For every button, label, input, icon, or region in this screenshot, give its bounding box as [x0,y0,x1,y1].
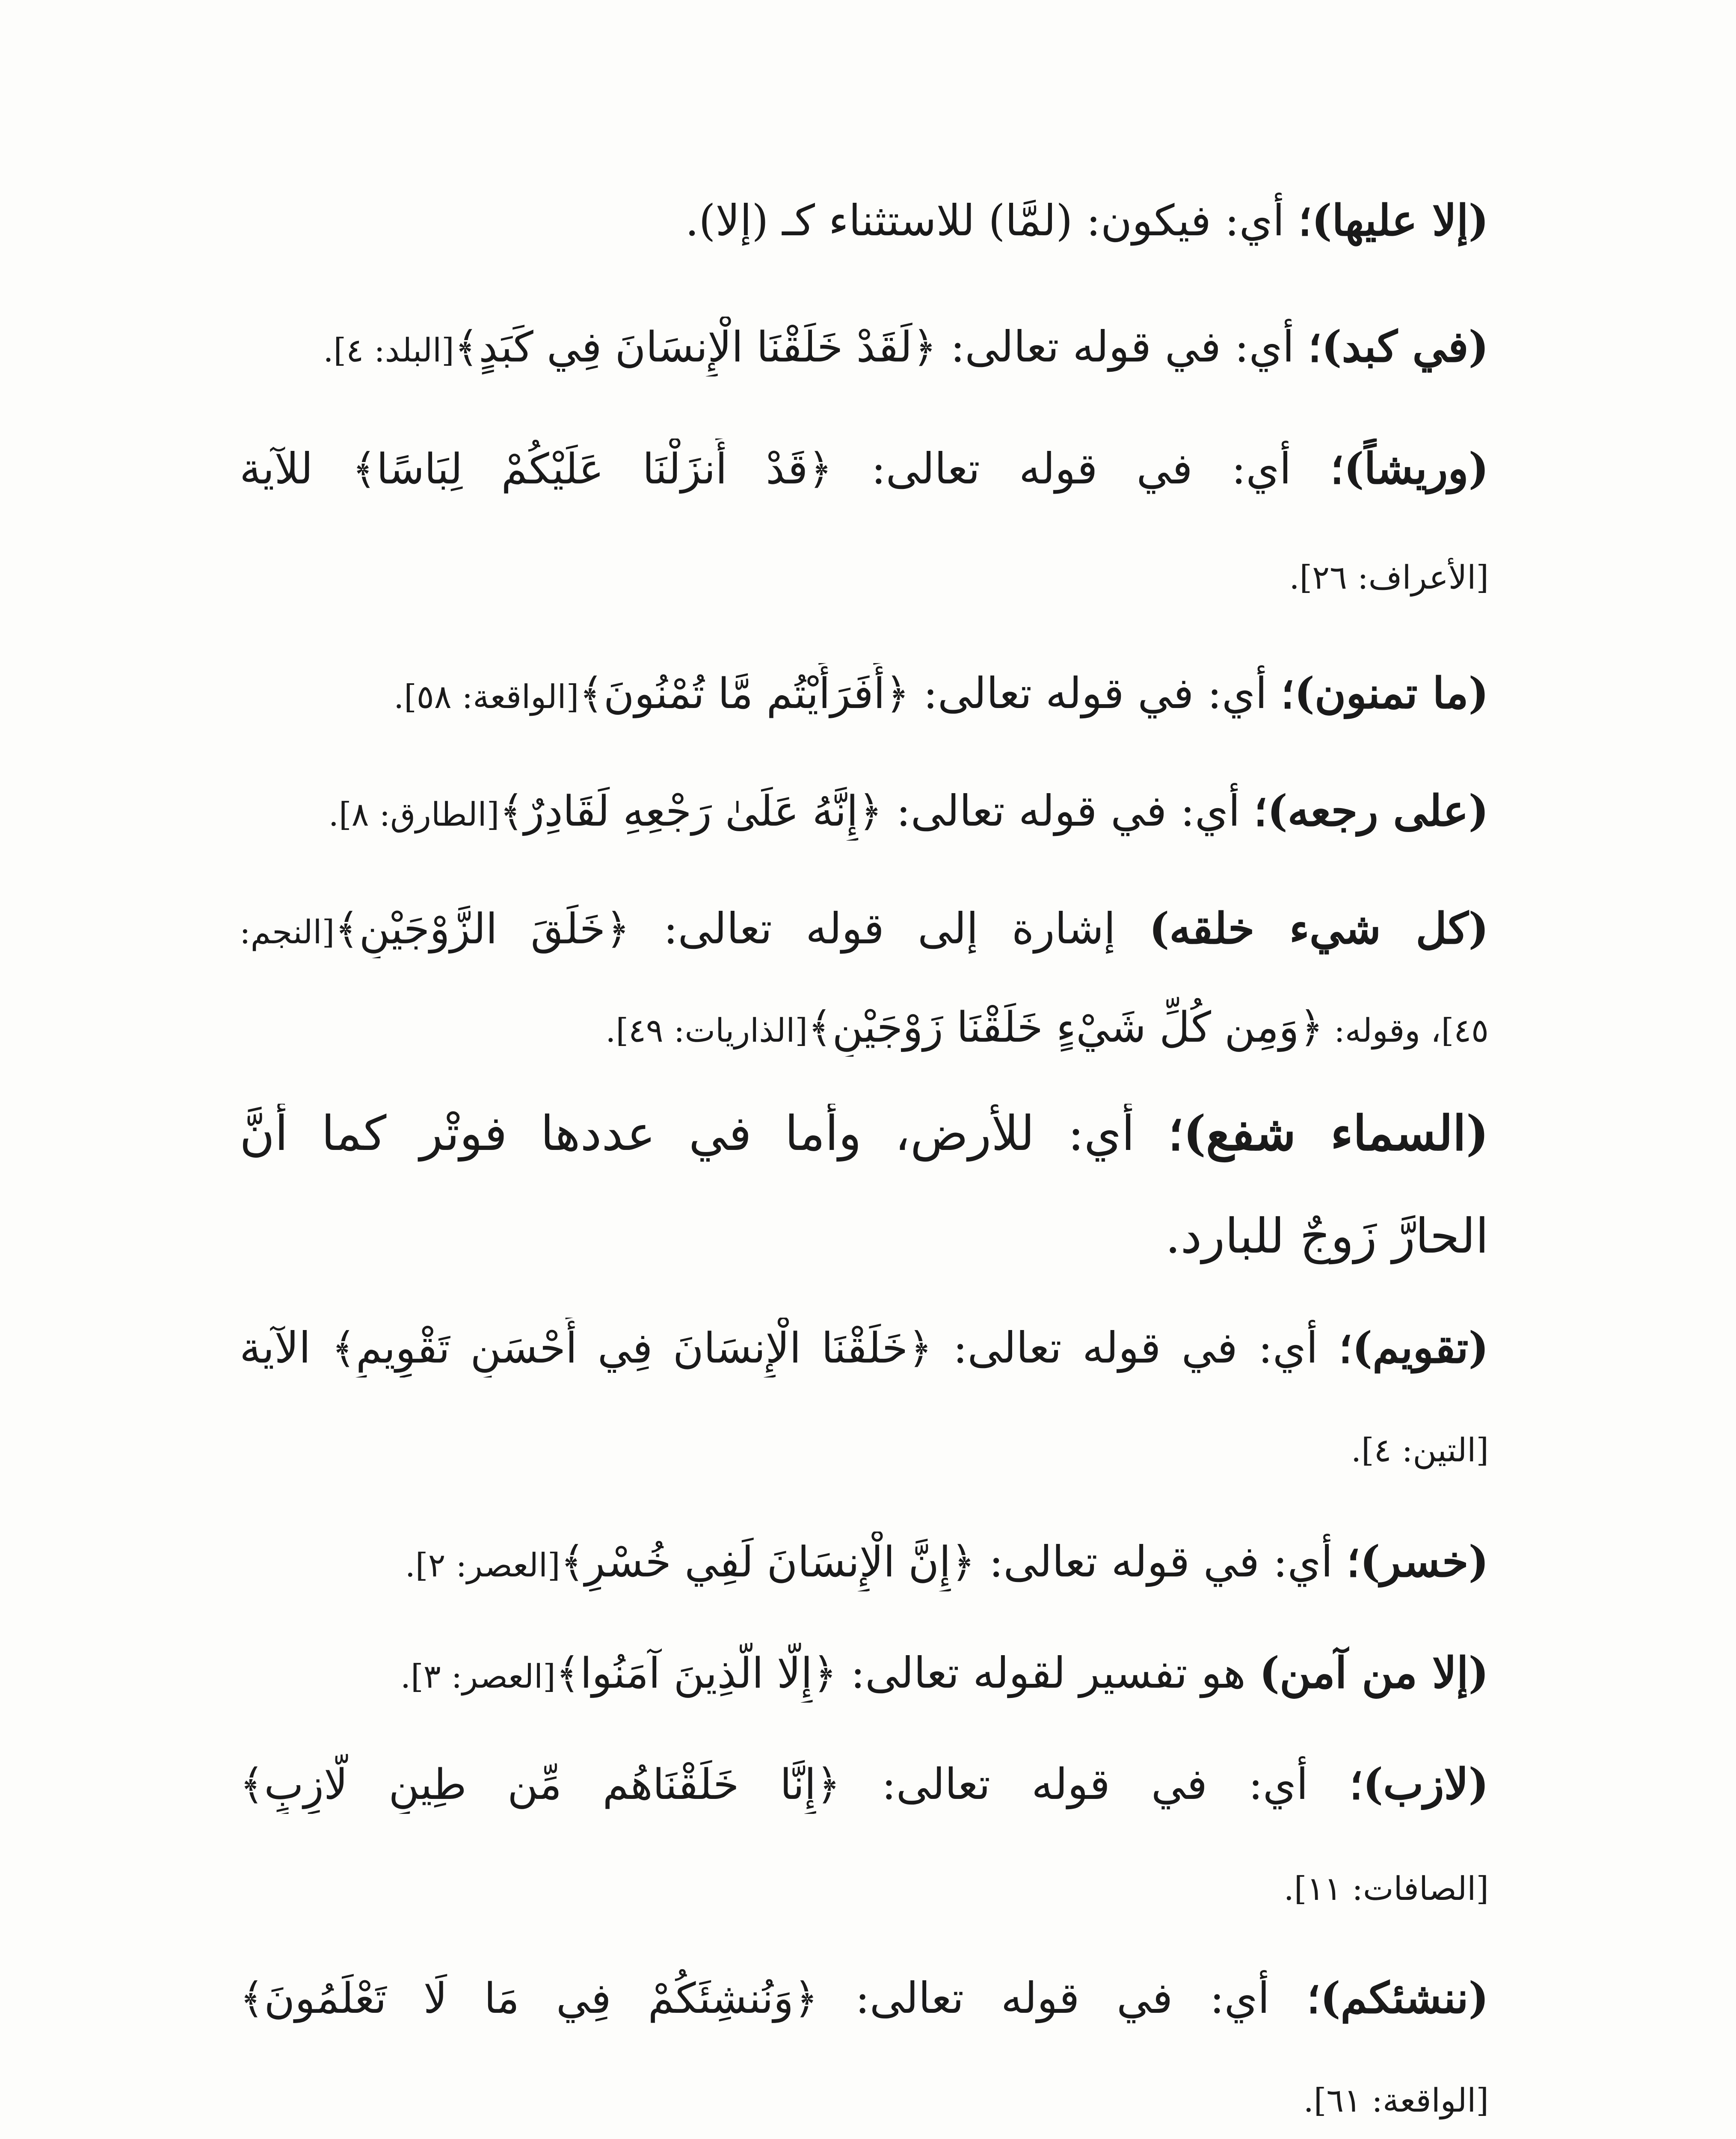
quran-verse: ﴿قَدْ أَنزَلْنَا عَلَيْكُمْ لِبَاسًا﴾ [352,445,832,494]
verse-reference: [البلد: ٤]. [323,331,454,369]
quran-verse: ﴿خَلَقَ الزَّوْجَيْنِ﴾ [335,905,630,954]
entry-line [240,1643,1489,1703]
entry-line [240,663,1489,723]
entry-text: أي: في قوله تعالى: [818,1973,1307,2023]
verse-reference: [الأعراف: ٢٦]. [1289,558,1489,596]
entry-text: إشارة إلى قوله تعالى: [630,904,1149,954]
verse-reference: [الواقعة: ٥٨]. [394,678,579,716]
entry-text: أي: في قوله تعالى: [840,1759,1350,1809]
entry-headword: (لازب)؛ [1349,1759,1489,1809]
entry-line [240,1532,1489,1591]
quran-verse: ﴿لَقَدْ خَلَقْنَا الْإِنسَانَ فِي كَبَدٍ﴾ [454,323,937,372]
verse-reference: [الطارق: ٨]. [328,795,500,833]
entry-line [240,781,1489,841]
entry-headword: (ما تمنون)؛ [1280,668,1489,718]
entry-headword: (في كبد)؛ [1308,321,1489,372]
entry-line [240,438,1489,498]
quran-verse: ﴿إِنَّا خَلَقْنَاهُم مِّن طِينٍ لَّازِبٍ﴾ [240,1760,841,1809]
entry-text: أي: في قوله تعالى: [832,444,1330,494]
entry-line [240,898,1489,958]
quran-verse: ﴿وَمِن كُلِّ شَيْءٍ خَلَقْنَا زَوْجَيْنِ﴾ [808,1003,1324,1052]
verse-reference: [العصر: ٢]. [405,1546,560,1584]
continuation-line [240,2071,1489,2130]
entry-headword: (تقويم)؛ [1339,1322,1489,1373]
verse-reference: [النجم: [240,913,335,951]
entry-headword: (إلا عليها)؛ [1298,195,1489,246]
quran-verse: ﴿أَفَرَأَيْتُم مَّا تُمْنُونَ﴾ [579,670,910,718]
quran-verse: ﴿وَنُنشِئَكُمْ فِي مَا لَا تَعْلَمُونَ﴾ [240,1974,818,2023]
quran-verse: ﴿إِلَّا الَّذِينَ آمَنُوا﴾ [555,1649,837,1698]
page-content [240,0,1489,2139]
quran-verse: ﴿إِنَّهُ عَلَىٰ رَجْعِهِ لَقَادِرٌ﴾ [499,787,883,836]
verse-reference: [الصافات: ١١]. [1283,1869,1489,1908]
entry-headword: (السماء شفع)؛ [1168,1105,1489,1161]
entry-line [240,190,1489,250]
entry-text: أي: في قوله تعالى: [975,1537,1347,1587]
continuation-line [240,1859,1489,1919]
verse-reference: [التين: ٤]. [1351,1431,1489,1469]
entry-text: أي: في قوله تعالى: [909,668,1281,718]
entry-text: أي: فيكون: (لمَّا) للاستثناء كـ (إلا). [685,196,1298,246]
verse-reference: [الذاريات: ٤٩]. [605,1011,808,1049]
entry-text: هو تفسير لقوله تعالى: [837,1648,1259,1698]
entry-line [240,1104,1489,1164]
entry-text: الحارَّ زَوجٌ للبارد. [1165,1209,1489,1264]
entry-text-tail: للآية [240,444,352,494]
verse-reference: [العصر: ٣]. [400,1657,556,1695]
continuation-line [240,1420,1489,1480]
entry-headword: (كل شيء خلقه) [1149,903,1489,954]
entry-text-tail: الآية [240,1323,332,1373]
entry-text: أي: في قوله تعالى: [936,322,1308,372]
entry-line [240,1754,1489,1814]
entry-line [240,1318,1489,1378]
entry-headword: (إلا من آمن) [1259,1647,1489,1698]
entry-text: ٤٥]، وقوله: [1324,1011,1489,1049]
continuation-line [240,997,1489,1057]
quran-verse: ﴿إِنَّ الْإِنسَانَ لَفِي خُسْرٍ﴾ [560,1538,975,1587]
entry-headword: (خسر)؛ [1346,1536,1489,1587]
entry-line [240,317,1489,376]
entry-text: أي: في قوله تعالى: [883,786,1254,836]
quran-verse: ﴿خَلَقْنَا الْإِنسَانَ فِي أَحْسَنِ تَقْوِيمٍ﴾ [331,1324,933,1373]
entry-headword: (وريشاً)؛ [1330,443,1489,494]
continuation-line [240,1206,1489,1266]
entry-line [240,1968,1489,2028]
entry-headword: (ننشئكم)؛ [1306,1973,1489,2023]
entry-text: أي: للأرض، وأما في عددها فوتْر كما أنَّ [240,1106,1168,1161]
entry-headword: (على رجعه)؛ [1253,785,1489,836]
entry-text: أي: في قوله تعالى: [932,1323,1339,1373]
continuation-line [240,548,1489,607]
verse-reference: [الواقعة: ٦١]. [1303,2081,1489,2119]
